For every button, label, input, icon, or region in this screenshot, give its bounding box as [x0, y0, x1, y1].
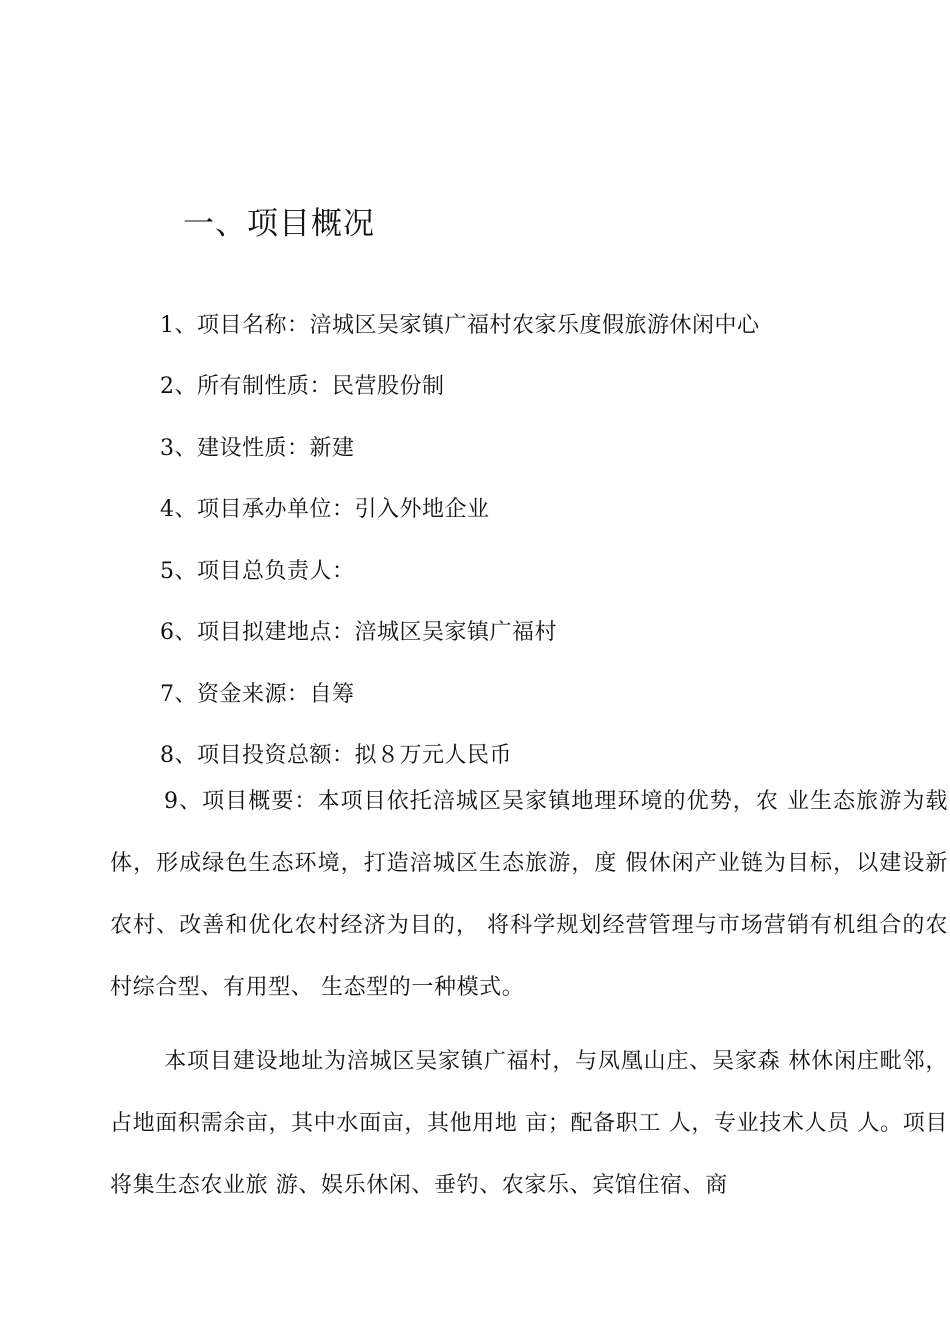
field-undertaking-unit: 4、项目承办单位：引入外地企业	[160, 497, 490, 522]
section-heading: 一、项目概况	[183, 206, 375, 242]
field-investment-total: 8、项目投资总额：拟８万元人民币	[160, 743, 512, 768]
project-site-paragraph	[110, 1031, 948, 1217]
field-project-name: 1、项目名称：涪城区吴家镇广福村农家乐度假旅游休闲中心	[160, 313, 760, 338]
field-construction-type: 3、建设性质：新建	[160, 436, 355, 461]
project-summary-paragraph	[110, 771, 948, 1019]
project-site-text: 本项目建设地址为涪城区吴家镇广福村，与凤凰山庄、吴家森 林休闲庄毗邻，占地面积需余亩，其中水面亩，其他用地 亩；配备职工 人，专业技术人员 人。项目将集生态农业旅 游、娱乐休闲、垂钓、农家乐、宾馆住宿、商	[110, 1049, 948, 1198]
project-summary-text: 9、项目概要：本项目依托涪城区吴家镇地理环境的优势，农 业生态旅游为载体，形成绿色生态环境，打造涪城区生态旅游，度 假休闲产业链为目标，以建设新农村、改善和优化农村经济为目的， 将科学规划经营管理与市场营销有机组合的农村综合型、有用型、 生态型的一种模式。	[110, 789, 948, 1000]
field-funding-source: 7、资金来源：自筹	[160, 682, 355, 707]
field-ownership: 2、所有制性质：民营股份制	[160, 374, 445, 399]
field-location: 6、项目拟建地点：涪城区吴家镇广福村	[160, 620, 557, 645]
field-project-leader: 5、项目总负责人：	[160, 559, 355, 584]
